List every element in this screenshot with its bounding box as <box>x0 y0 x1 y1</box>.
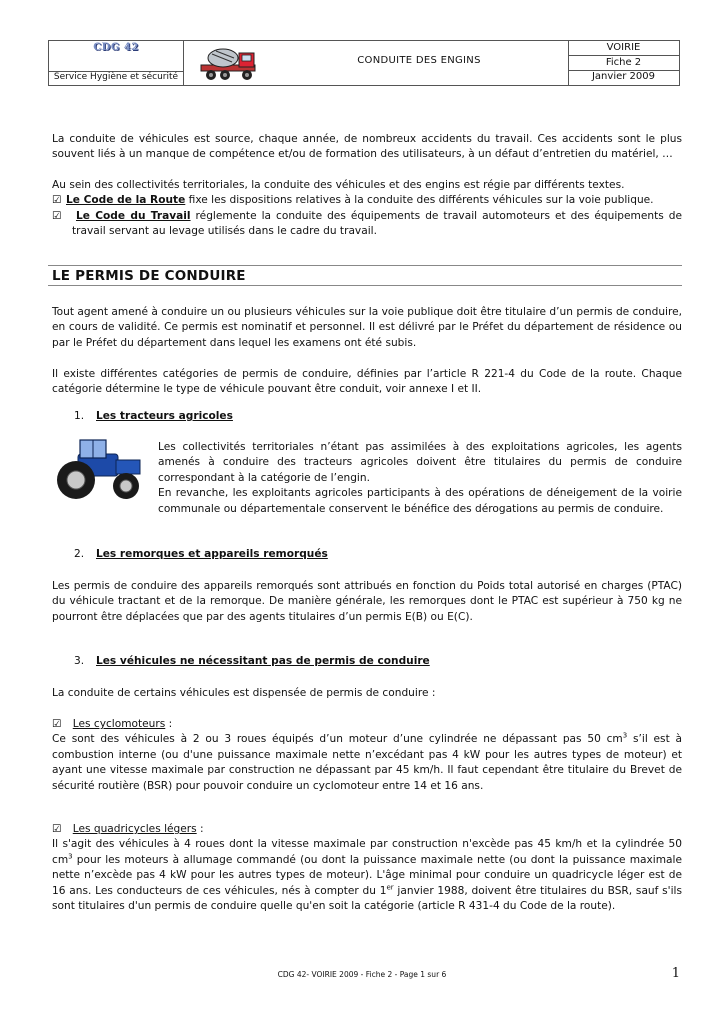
text-part: janvier 1988, doivent être titulaires du BSR, sauf s'ils sont titulaires d'un permis de conduire quelle qu'en soit la catégorie (article R 431-4 du Code de la route). <box>52 884 682 913</box>
item-number: 2. <box>74 548 85 560</box>
intro-paragraph-2: Au sein des collectivités territoriales, la conduite des véhicules et des engins est régie par différents textes. <box>52 179 625 191</box>
header-table <box>48 40 680 86</box>
item-title-sans-permis: Les véhicules ne nécessitant pas de permis de conduire <box>96 655 430 667</box>
superscript: 3 <box>622 731 628 740</box>
document-title: CONDUITE DES ENGINS <box>357 55 481 66</box>
page-footer: CDG 42- VOIRIE 2009 - Fiche 2 - Page 1 sur 6 <box>277 970 447 979</box>
bullet-text: réglemente la conduite des équipements de travail automoteurs et des équipements de travail servant au levage utilisés dans le cadre du travail. <box>72 210 682 238</box>
checkbox-checked-icon: ☑ <box>52 194 62 206</box>
text-part: Il s'agit des véhicules à 4 roues dont la vitesse maximale par construction n'excède pas 45 km/h et la cylindrée 50 cm <box>52 838 682 866</box>
item-title-tracteurs: Les tracteurs agricoles <box>96 410 233 422</box>
bullet-text: fixe les dispositions relatives à la conduite des différents véhicules sur la voie publique. <box>185 194 654 206</box>
quadricycles-label: Les quadricycles légers <box>72 823 197 835</box>
section-title: LE PERMIS DE CONDUIRE <box>52 268 246 284</box>
sheet-label: Fiche 2 <box>605 57 642 68</box>
tracteurs-paragraph-1: Les collectivités territoriales n’étant pas assimilées à des exploitations agricoles, les agents amenés à conduire des tracteurs agricoles doivent être titulaires du permis de conduire correspondant à la catégorie de l’engin. <box>158 441 682 484</box>
date-label: Janvier 2009 <box>591 71 655 82</box>
intro-bullet-2 <box>52 209 682 240</box>
intro-paragraph-1: La conduite de véhicules est source, chaque année, de nombreux accidents du travail. Ces accidents sont le plus souvent liés à un manque de compétence et/ou de formation des utilisateurs, à un défaut d’entretien du matériel, … <box>52 133 682 161</box>
item-number: 3. <box>74 655 85 667</box>
text-part: s’il est à combustion interne (ou d'une puissance maximale nette n’excédant pas 4 kW pour les autres types de moteur) et ayant une vitesse maximale par construction ne dépassant par 45 km/h. Il faut cependant être titulaire du Brevet de sécurité routière (BSR) pour pouvoir conduire un cyclomoteur entre 14 et 16 ans. <box>52 733 682 792</box>
item-number: 1. <box>74 410 85 422</box>
cyclomoteurs-block <box>52 717 682 794</box>
tracteurs-paragraph-2: En revanche, les exploitants agricoles participants à des opérations de déneigement de la voirie communale ou départementale conservent le bénéfice des dérogations au permis de conduire. <box>158 487 682 515</box>
code-travail-label: Le Code du Travail <box>75 210 191 222</box>
quadricycles-block <box>52 822 682 914</box>
superscript: 3 <box>68 852 73 861</box>
service-label: Service Hygiène et sécurité <box>53 72 179 82</box>
sans-permis-intro: La conduite de certains véhicules est dispensée de permis de conduire : <box>52 687 436 699</box>
logo: CDG 42 <box>93 42 139 53</box>
colon: : <box>165 718 173 730</box>
permit-paragraph-1: Tout agent amené à conduire un ou plusieurs véhicules sur la voie publique doit être titulaire d’un permis de conduire, en cours de validité. Ce permis est nominatif et personnel. Il est délivré par le Préfet du département de résidence ou par le Préfet du département dans lequel les examens ont été subis. <box>52 306 682 349</box>
page-number: 1 <box>671 966 680 981</box>
cement-truck-icon <box>199 45 259 83</box>
section-heading <box>48 265 682 286</box>
item-title-remorques: Les remorques et appareils remorqués <box>96 548 328 560</box>
quadricycles-text <box>52 837 682 914</box>
permit-paragraph-2: Il existe différentes catégories de permis de conduire, définies par l’article R 221-4 du Code de la route. Chaque catégorie détermine le type de véhicule pouvant être conduit, voir annexe I et II. <box>52 368 682 396</box>
cyclomoteurs-text <box>52 732 682 794</box>
checkbox-checked-icon: ☑ <box>52 823 62 835</box>
category-label: VOIRIE <box>606 42 641 53</box>
tractor-icon <box>50 436 148 502</box>
checkbox-checked-icon: ☑ <box>52 718 62 730</box>
colon: : <box>196 823 204 835</box>
remorques-paragraph: Les permis de conduire des appareils remorqués sont attribués en fonction du Poids total autorisé en charges (PTAC) du véhicule tractant et de la remorque. De manière générale, les remorques dont le PTAC est supérieur à 750 kg ne pourront être déplacées que par des agents titulaires d’un permis E(B) ou E(C). <box>52 580 682 623</box>
cyclomoteurs-label: Les cyclomoteurs <box>72 718 166 730</box>
checkbox-checked-icon: ☑ <box>52 210 62 222</box>
tracteurs-text <box>158 440 682 517</box>
superscript: er <box>386 883 394 892</box>
text-part: Ce sont des véhicules à 2 ou 3 roues équipés d’un moteur d’une cylindrée ne dépassant pas 50 cm <box>52 733 623 746</box>
code-route-label: Le Code de la Route <box>66 194 186 206</box>
text-part: pour les moteurs à allumage commandé (ou dont la puissance maximale nette (ou dont la puissance maximale nette n’excède pas 4 kW pour les autres types de moteur). L'âge minimal pour conduire un quadricycle léger est de 16 ans. Les conducteurs de ces véhicules, nés à compter du 1 <box>52 853 682 897</box>
intro-bullet-1 <box>52 193 682 208</box>
